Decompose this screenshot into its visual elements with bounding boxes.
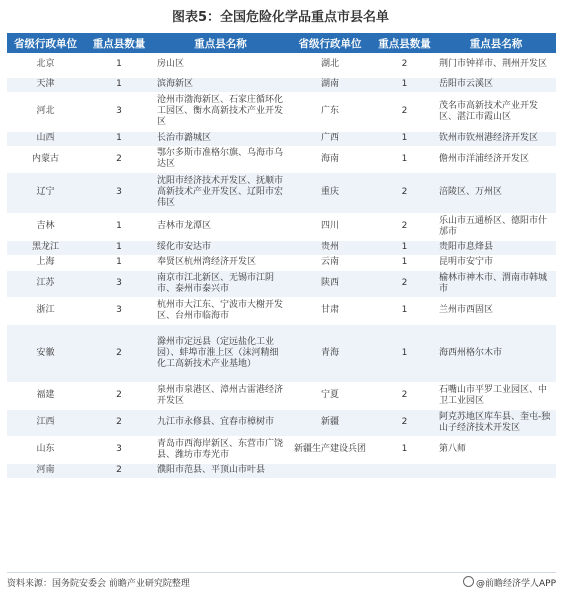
cell-count-left: 1 xyxy=(84,240,154,255)
cell-count-right: 1 xyxy=(373,255,436,270)
cell-count-left: 1 xyxy=(84,255,154,270)
cell-count-right: 2 xyxy=(373,213,436,240)
brand-text: @前瞻经济学人APP xyxy=(475,579,556,589)
cell-province-left: 山东 xyxy=(7,436,84,463)
table-row xyxy=(7,463,556,478)
cell-names-right: 岳阳市云溪区 xyxy=(436,77,556,92)
cell-province-right: 湖南 xyxy=(287,77,373,92)
table-row xyxy=(7,213,556,240)
header-province-right: 省级行政单位 xyxy=(287,33,373,53)
cell-province-left: 江苏 xyxy=(7,270,84,297)
table-row xyxy=(7,240,556,255)
cell-names-right: 兰州市西固区 xyxy=(436,297,556,324)
cell-names-right: 海西州格尔木市 xyxy=(436,324,556,382)
cell-names-right: 钦州市钦州港经济开发区 xyxy=(436,131,556,146)
footer-divider xyxy=(7,572,556,573)
cell-names-left: 奉贤区杭州湾经济开发区 xyxy=(154,255,287,270)
header-count-right: 重点县数量 xyxy=(373,33,436,53)
cell-count-right: 2 xyxy=(373,172,436,213)
cell-province-right: 广西 xyxy=(287,131,373,146)
cell-province-right: 新疆生产建设兵团 xyxy=(287,436,373,463)
cell-count-right: 1 xyxy=(373,146,436,172)
cell-names-right: 石嘴山市平罗工业园区、中卫工业园区 xyxy=(436,382,556,409)
header-names-right: 重点县名称 xyxy=(436,33,556,53)
header-names-left: 重点县名称 xyxy=(154,33,287,53)
cell-count-left: 3 xyxy=(84,297,154,324)
brand-logo-icon xyxy=(463,576,474,587)
cell-count-left: 1 xyxy=(84,53,154,77)
cell-province-right: 陕西 xyxy=(287,270,373,297)
cell-names-left: 绥化市安达市 xyxy=(154,240,287,255)
cell-names-right: 儋州市洋浦经济开发区 xyxy=(436,146,556,172)
cell-province-left: 河南 xyxy=(7,463,84,478)
cell-names-right: 第八师 xyxy=(436,436,556,463)
table-row xyxy=(7,270,556,297)
cell-names-left: 沧州市渤海新区、石家庄循环化工园区、衡水高新技术产业开发区 xyxy=(154,92,287,131)
cell-count-left: 3 xyxy=(84,92,154,131)
cell-names-left: 滁州市定远县（定远盐化工业园）、蚌埠市淮上区（沫河精细化工高新技术产业基地） xyxy=(154,324,287,382)
cell-province-left: 浙江 xyxy=(7,297,84,324)
cell-names-left: 滨海新区 xyxy=(154,77,287,92)
table-header-row xyxy=(7,33,556,53)
cell-count-left: 2 xyxy=(84,463,154,478)
cell-province-right: 四川 xyxy=(287,213,373,240)
cell-province-left: 黑龙江 xyxy=(7,240,84,255)
cell-count-right: 1 xyxy=(373,131,436,146)
cell-names-left: 沈阳市经济技术开发区、抚顺市高新技术产业开发区、辽阳市宏伟区 xyxy=(154,172,287,213)
cell-count-left: 2 xyxy=(84,146,154,172)
cell-count-right: 1 xyxy=(373,240,436,255)
table-row xyxy=(7,382,556,409)
table-row xyxy=(7,409,556,436)
cell-names-left: 长治市潞城区 xyxy=(154,131,287,146)
table-row xyxy=(7,172,556,213)
cell-province-left: 安徽 xyxy=(7,324,84,382)
table-row xyxy=(7,255,556,270)
cell-province-right: 宁夏 xyxy=(287,382,373,409)
cell-count-left: 2 xyxy=(84,409,154,436)
cell-province-left: 内蒙古 xyxy=(7,146,84,172)
table-row xyxy=(7,131,556,146)
cell-count-right: 1 xyxy=(373,436,436,463)
cell-names-right: 涪陵区、万州区 xyxy=(436,172,556,213)
cell-count-right: 1 xyxy=(373,324,436,382)
cell-count-left: 1 xyxy=(84,77,154,92)
cell-count-right: 2 xyxy=(373,53,436,77)
brand-credit xyxy=(463,576,556,589)
cell-province-left: 辽宁 xyxy=(7,172,84,213)
cell-count-right xyxy=(373,463,436,478)
cell-province-right: 广东 xyxy=(287,92,373,131)
cell-province-left: 山西 xyxy=(7,131,84,146)
table-row xyxy=(7,297,556,324)
cell-province-right: 新疆 xyxy=(287,409,373,436)
cell-names-left: 泉州市泉港区、漳州古雷港经济开发区 xyxy=(154,382,287,409)
header-province-left: 省级行政单位 xyxy=(7,33,84,53)
cell-names-left: 九江市永修县、宜春市樟树市 xyxy=(154,409,287,436)
cell-province-left: 北京 xyxy=(7,53,84,77)
cell-names-left: 杭州市大江东、宁波市大榭开发区、台州市临海市 xyxy=(154,297,287,324)
table-row xyxy=(7,92,556,131)
cell-province-left: 河北 xyxy=(7,92,84,131)
cell-names-left: 濮阳市范县、平顶山市叶县 xyxy=(154,463,287,478)
cell-province-right: 湖北 xyxy=(287,53,373,77)
chart-title: 图表5：全国危险化学品重点市县名单 xyxy=(171,10,390,25)
cell-count-right: 2 xyxy=(373,92,436,131)
cell-province-right: 青海 xyxy=(287,324,373,382)
table-row xyxy=(7,146,556,172)
cell-count-right: 2 xyxy=(373,270,436,297)
cell-count-left: 1 xyxy=(84,131,154,146)
table-body xyxy=(7,53,556,478)
cell-province-right: 海南 xyxy=(287,146,373,172)
table-row xyxy=(7,436,556,463)
cell-count-left: 1 xyxy=(84,213,154,240)
cell-names-right: 荆门市钟祥市、荆州开发区 xyxy=(436,53,556,77)
cell-names-right: 阿克苏地区库车县、奎屯-独山子经济技术开发区 xyxy=(436,409,556,436)
cell-province-right: 贵州 xyxy=(287,240,373,255)
cell-names-left: 房山区 xyxy=(154,53,287,77)
cell-count-right: 2 xyxy=(373,409,436,436)
cell-province-left: 吉林 xyxy=(7,213,84,240)
cell-province-right: 甘肃 xyxy=(287,297,373,324)
cell-province-right: 重庆 xyxy=(287,172,373,213)
cell-count-left: 3 xyxy=(84,270,154,297)
cell-count-right: 1 xyxy=(373,297,436,324)
cell-names-left: 青岛市西海岸新区、东营市广饶县、潍坊市寿光市 xyxy=(154,436,287,463)
cell-province-right xyxy=(287,463,373,478)
cell-names-right: 乐山市五通桥区、德阳市什邡市 xyxy=(436,213,556,240)
cell-names-left: 南京市江北新区、无锡市江阴市、泰州市泰兴市 xyxy=(154,270,287,297)
footer xyxy=(7,576,556,592)
cell-names-right: 贵阳市息烽县 xyxy=(436,240,556,255)
cell-province-right: 云南 xyxy=(287,255,373,270)
cell-count-left: 2 xyxy=(84,382,154,409)
cell-province-left: 江西 xyxy=(7,409,84,436)
hazardous-chemicals-table xyxy=(7,33,556,479)
table-row xyxy=(7,53,556,77)
cell-names-right: 茂名市高新技术产业开发区、湛江市霞山区 xyxy=(436,92,556,131)
cell-count-left: 2 xyxy=(84,324,154,382)
cell-count-left: 3 xyxy=(84,172,154,213)
cell-count-right: 1 xyxy=(373,77,436,92)
cell-names-right: 昆明市安宁市 xyxy=(436,255,556,270)
cell-province-left: 上海 xyxy=(7,255,84,270)
cell-count-left: 3 xyxy=(84,436,154,463)
cell-names-left: 吉林市龙潭区 xyxy=(154,213,287,240)
source-note: 资料来源：国务院安委会 前瞻产业研究院整理 xyxy=(7,579,190,589)
table-row xyxy=(7,77,556,92)
cell-count-right: 2 xyxy=(373,382,436,409)
header-count-left: 重点县数量 xyxy=(84,33,154,53)
table-row xyxy=(7,324,556,382)
cell-names-left: 鄂尔多斯市准格尔旗、乌海市乌达区 xyxy=(154,146,287,172)
cell-names-right: 榆林市神木市、渭南市韩城市 xyxy=(436,270,556,297)
cell-province-left: 福建 xyxy=(7,382,84,409)
cell-names-right xyxy=(436,463,556,478)
cell-province-left: 天津 xyxy=(7,77,84,92)
